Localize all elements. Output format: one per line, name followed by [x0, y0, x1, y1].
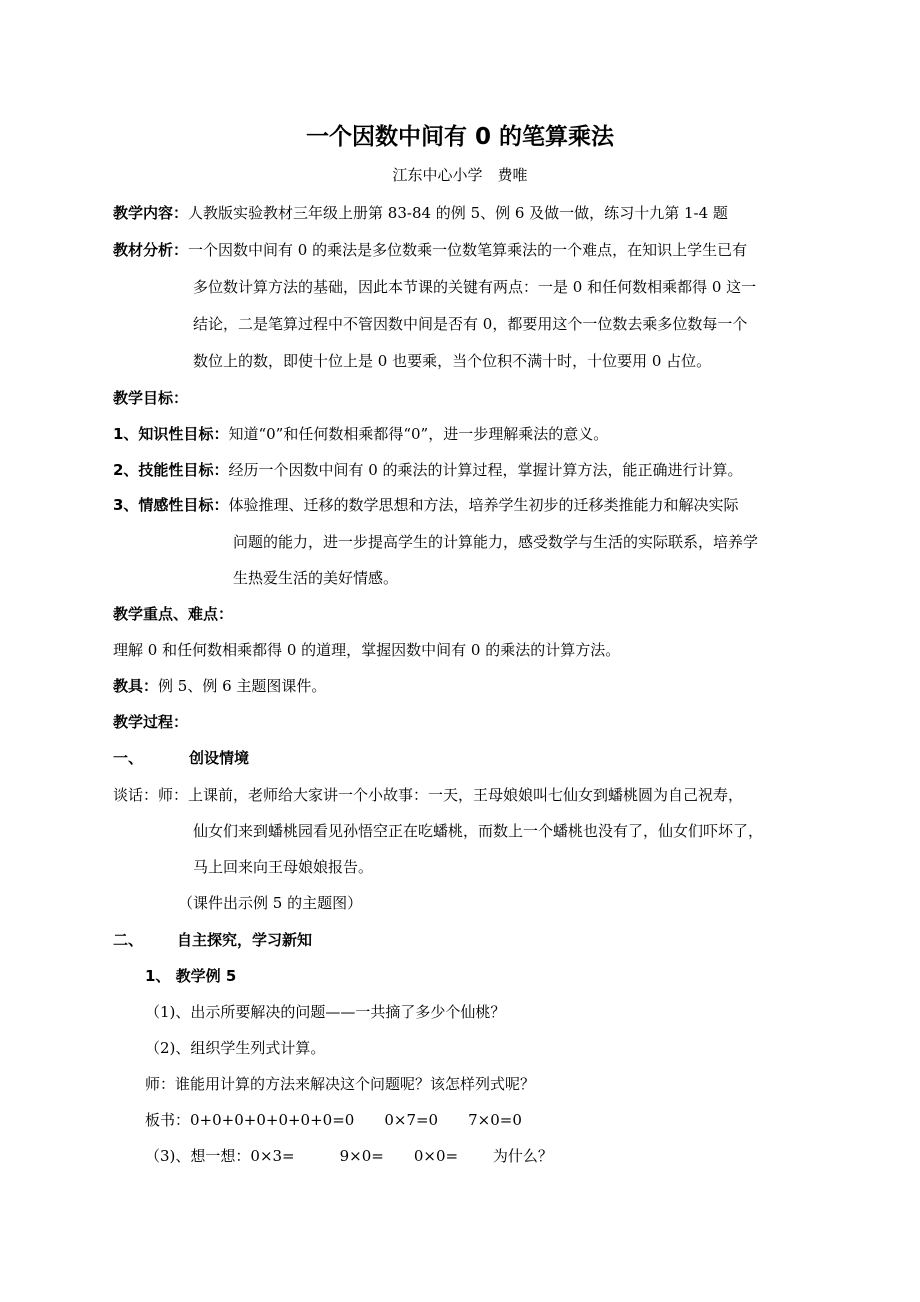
teaching-goals-heading: 教学目标：	[113, 389, 189, 407]
board-writing: 板书：0+0+0+0+0+0+0=0 0×7=0 7×0=0	[145, 1111, 522, 1129]
keypoints-heading: 教学重点、难点：	[113, 605, 234, 623]
goal-knowledge-text: 知道“0”和任何数相乘都得“0”，进一步理解乘法的意义。	[228, 425, 609, 443]
document-title: 一个因数中间有 0 的笔算乘法	[305, 124, 615, 150]
goal-emotion-text-1: 体验推理、迁移的数学思想和方法，培养学生初步的迁移类推能力和解决实际	[228, 496, 739, 514]
goal-knowledge	[113, 423, 608, 445]
material-analysis-line-4: 数位上的数，即使十位上是 0 也要乘，当个位积不满十时，十位要用 0 占位。	[193, 352, 712, 370]
think-item: （3)、想一想：0×3= 9×0= 0×0= 为什么？	[145, 1147, 553, 1165]
material-analysis-label: 教材分析：	[113, 241, 189, 259]
subsection-1-heading: 1、 教学例 5	[145, 967, 237, 985]
goal-skill-label: 2、技能性目标：	[113, 461, 229, 479]
teaching-tools-text: 例 5、例 6 主题图课件。	[158, 677, 327, 695]
material-analysis-line-1	[113, 239, 747, 261]
item-1: （1)、出示所要解决的问题——一共摘了多少个仙桃？	[145, 1003, 506, 1021]
goal-knowledge-label: 1、知识性目标：	[113, 425, 229, 443]
talk-line-1: 谈话：师：上课前，老师给大家讲一个小故事：一天，王母娘娘叫七仙女到蟠桃圆为自己祝寿，	[113, 786, 744, 804]
process-heading: 教学过程：	[113, 713, 189, 731]
teaching-content-text: 人教版实验教材三年级上册第 83-84 的例 5、例 6 及做一做，练习十九第 1-4 题	[188, 204, 728, 222]
section-2-heading	[113, 929, 312, 951]
teaching-tools-label: 教具：	[113, 677, 159, 695]
material-analysis-line-3: 结论，二是笔算过程中不管因数中间是否有 0，都要用这个一位数去乘多位数每一个	[193, 315, 748, 333]
goal-emotion-label: 3、情感性目标：	[113, 496, 229, 514]
goal-emotion	[113, 494, 738, 516]
item-2: （2)、组织学生列式计算。	[145, 1039, 326, 1057]
section-1-heading	[113, 747, 249, 769]
keypoints-text: 理解 0 和任何数相乘都得 0 的道理，掌握因数中间有 0 的乘法的计算方法。	[113, 641, 621, 659]
goal-skill-text: 经历一个因数中间有 0 的乘法的计算过程，掌握计算方法，能正确进行计算。	[228, 461, 743, 479]
section-2-title: 自主探究，学习新知	[177, 931, 313, 949]
talk-line-3: 马上回来向王母娘娘报告。	[193, 858, 374, 876]
teaching-content-label: 教学内容：	[113, 204, 189, 222]
material-analysis-text-1: 一个因数中间有 0 的乘法是多位数乘一位数笔算乘法的一个难点，在知识上学生已有	[188, 241, 748, 259]
courseware-note: （课件出示例 5 的主题图）	[178, 894, 363, 912]
section-1-number: 一、	[113, 749, 144, 767]
goal-emotion-line-3: 生热爱生活的美好情感。	[233, 569, 399, 587]
section-1-title: 创设情境	[189, 749, 250, 767]
goal-emotion-line-2: 问题的能力，进一步提高学生的计算能力，感受数学与生活的实际联系，培养学	[233, 533, 759, 551]
material-analysis-line-2: 多位数计算方法的基础，因此本节课的关键有两点：一是 0 和任何数相乘都得 0 这一	[193, 278, 757, 296]
teaching-content	[113, 202, 728, 224]
section-2-number: 二、	[113, 931, 144, 949]
talk-line-2: 仙女们来到蟠桃园看见孙悟空正在吃蟠桃，而数上一个蟠桃也没有了，仙女们吓坏了，	[193, 822, 764, 840]
teacher-question: 师：谁能用计算的方法来解决这个问题呢？该怎样列式呢？	[145, 1075, 536, 1093]
goal-skill	[113, 459, 743, 481]
teaching-tools	[113, 675, 326, 697]
author-line: 江东中心小学 费唯	[392, 166, 528, 184]
